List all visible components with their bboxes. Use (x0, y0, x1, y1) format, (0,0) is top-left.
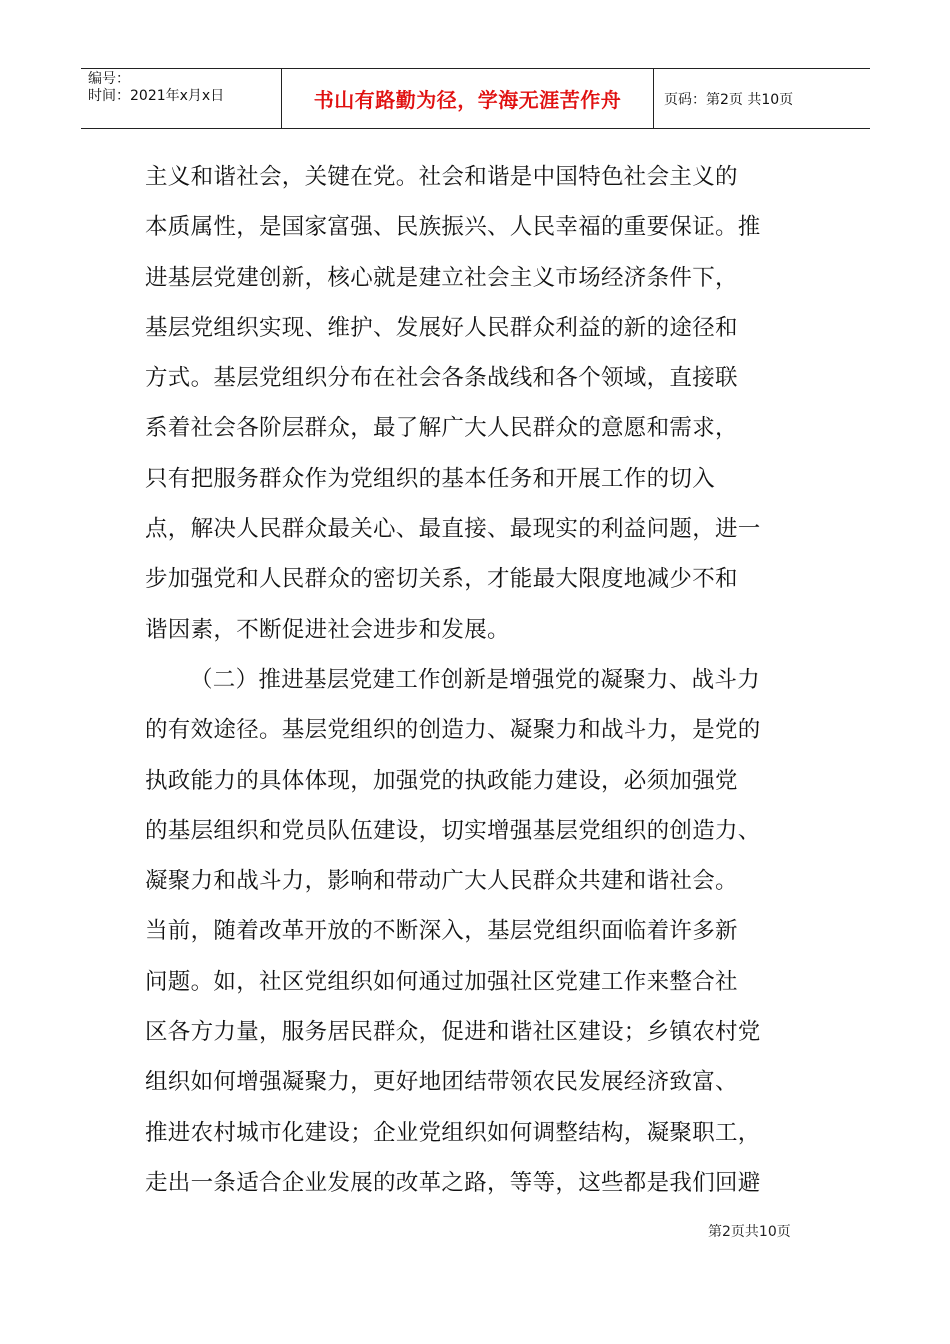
body-line: 主义和谐社会，关键在党。社会和谐是中国特色社会主义的 (145, 164, 738, 190)
body-line: 的有效途径。基层党组织的创造力、凝聚力和战斗力，是党的 (145, 717, 761, 744)
body-line: 基层党组织实现、维护、发展好人民群众利益的新的途径和 (145, 314, 738, 341)
motto-text: 书山有路勤为径，学海无涯苦作舟 (313, 88, 622, 112)
body-line: 推进农村城市化建设；企业党组织如何调整结构，凝聚职工， (145, 1119, 761, 1146)
header-motto-cell (282, 69, 654, 128)
header-meta (81, 69, 282, 128)
body-line: 谐因素，不断促进社会进步和发展。 (145, 616, 510, 643)
number-label: 编号： (88, 71, 130, 87)
body-text (145, 152, 815, 1208)
body-line: 当前，随着改革开放的不断深入，基层党组织面临着许多新 (145, 918, 738, 945)
section-heading-line: （二）推进基层党建工作创新是增强党的凝聚力、战斗力 (190, 666, 761, 693)
body-line: 方式。基层党组织分布在社会各条战线和各个领域，直接联 (145, 365, 738, 392)
body-line: 步加强党和人民群众的密切关系，才能最大限度地减少不和 (145, 566, 738, 593)
body-line: 走出一条适合企业发展的改革之路，等等，这些都是我们回避 (145, 1169, 761, 1196)
body-line: 执政能力的具体体现，加强党的执政能力建设，必须加强党 (145, 767, 738, 794)
header-page-cell (654, 69, 870, 128)
body-line: 问题。如，社区党组织如何通过加强社区党建工作来整合社 (145, 968, 738, 995)
time-label: 时间：2021年x月x日 (88, 88, 225, 104)
document-header (81, 68, 870, 129)
body-line: 组织如何增强凝聚力，更好地团结带领农民发展经济致富、 (145, 1069, 738, 1096)
body-line: 的基层组织和党员队伍建设，切实增强基层党组织的创造力、 (145, 817, 761, 844)
body-line: 点，解决人民群众最关心、最直接、最现实的利益问题，进一 (145, 516, 761, 543)
body-line: 进基层党建创新，核心就是建立社会主义市场经济条件下， (145, 264, 738, 291)
page-footer (708, 1221, 791, 1241)
body-line: 凝聚力和战斗力，影响和带动广大人民群众共建和谐社会。 (145, 868, 738, 895)
page-info: 页码：第2页 共10页 (664, 91, 794, 108)
footer-page-number: 第2页共10页 (708, 1224, 791, 1240)
body-line: 本质属性，是国家富强、民族振兴、人民幸福的重要保证。推 (145, 214, 761, 241)
body-line: 系着社会各阶层群众，最了解广大人民群众的意愿和需求， (145, 415, 738, 442)
body-line: 只有把服务群众作为党组织的基本任务和开展工作的切入 (145, 465, 716, 492)
body-line: 区各方力量，服务居民群众，促进和谐社区建设；乡镇农村党 (145, 1019, 761, 1046)
